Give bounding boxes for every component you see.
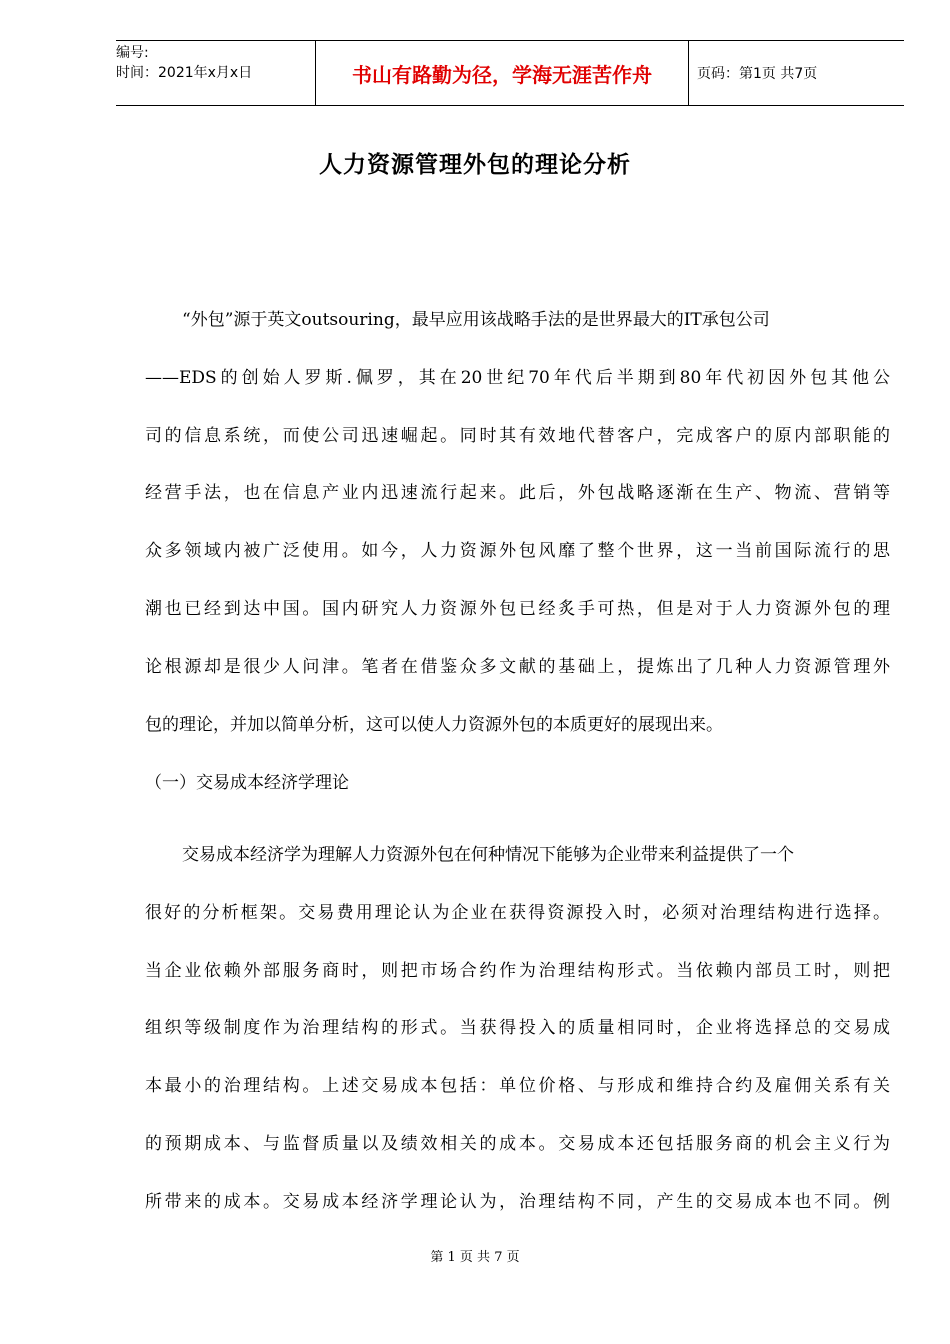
paragraph-line: 的预期成本、与监督质量以及绩效相关的成本。交易成本还包括服务商的机会主义行为 [145, 1133, 890, 1154]
paragraph-line: ——EDS的创始人罗斯.佩罗，其在20世纪70年代后半期到80年代初因外包其他公 [145, 367, 890, 388]
header-motto: 书山有路勤为径，学海无涯苦作舟 [316, 41, 689, 105]
paragraph-line: 论根源却是很少人问津。笔者在借鉴众多文献的基础上，提炼出了几种人力资源管理外 [145, 656, 890, 677]
header-meta [116, 41, 316, 105]
paragraph-1 [145, 305, 890, 767]
document-header [116, 40, 904, 106]
id-label: 编号: [116, 45, 149, 61]
paragraph-line: “外包”源于英文outsouring，最早应用该战略手法的是世界最大的IT承包公司 [182, 310, 770, 330]
section-heading: （一）交易成本经济学理论 [145, 773, 349, 793]
paragraph-2 [145, 840, 890, 1245]
paragraph-line: 众多领域内被广泛使用。如今，人力资源外包风靡了整个世界，这一当前国际流行的思 [145, 541, 890, 562]
paragraph-line: 本最小的治理结构。上述交易成本包括：单位价格、与形成和维持合约及雇佣关系有关 [145, 1076, 890, 1097]
page-footer: 第 1 页 共 7 页 [430, 1250, 520, 1265]
paragraph-line: 交易成本经济学为理解人力资源外包在何种情况下能够为企业带来利益提供了一个 [182, 845, 794, 865]
paragraph-line: 组织等级制度作为治理结构的形式。当获得投入的质量相同时，企业将选择总的交易成 [145, 1018, 890, 1039]
paragraph-line: 包的理论，并加以简单分析，这可以使人力资源外包的本质更好的展现出来。 [145, 714, 723, 735]
paragraph-line: 司的信息系统，而使公司迅速崛起。同时其有效地代替客户，完成客户的原内部职能的 [145, 425, 890, 446]
header-page-info: 页码：第1页 共7页 [697, 66, 818, 82]
paragraph-line: 潮也已经到达中国。国内研究人力资源外包已经炙手可热，但是对于人力资源外包的理 [145, 598, 890, 619]
paragraph-line: 当企业依赖外部服务商时，则把市场合约作为治理结构形式。当依赖内部员工时，则把 [145, 960, 890, 981]
paragraph-line: 所带来的成本。交易成本经济学理论认为，治理结构不同，产生的交易成本也不同。例 [145, 1191, 890, 1212]
document-title: 人力资源管理外包的理论分析 [319, 151, 631, 178]
time-label: 时间：2021年x月x日 [116, 65, 253, 81]
paragraph-line: 经营手法，也在信息产业内迅速流行起来。此后，外包战略逐渐在生产、物流、营销等 [145, 483, 890, 504]
paragraph-line: 很好的分析框架。交易费用理论认为企业在获得资源投入时，必须对治理结构进行选择。 [145, 902, 890, 923]
